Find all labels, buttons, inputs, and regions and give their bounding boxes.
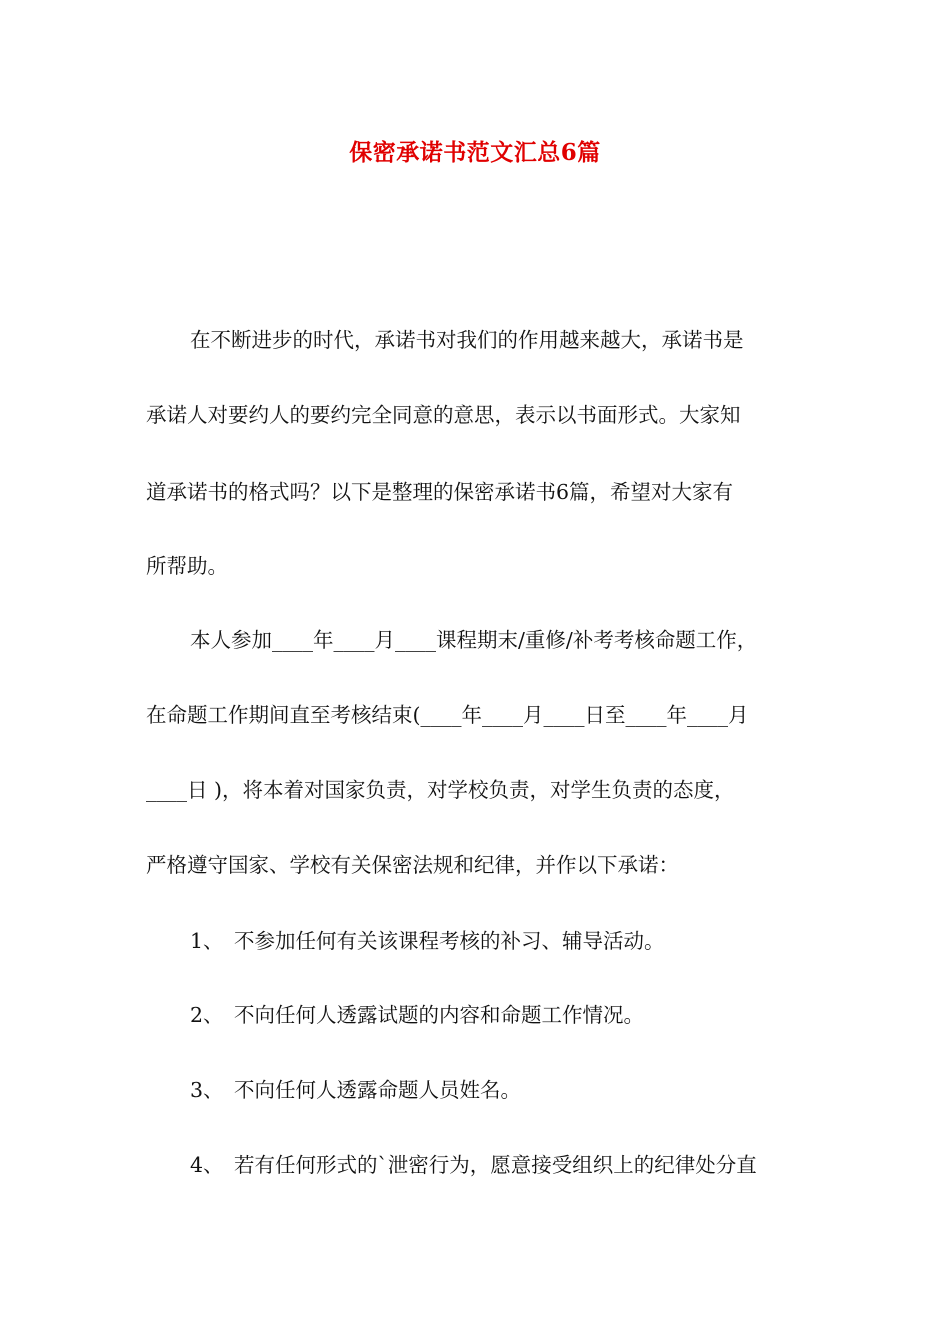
body-line-2: 在命题工作期间直至考核结束(____年____月____日至____年____月 [146,703,749,727]
intro-line-2: 承诺人对要约人的要约完全同意的意思，表示以书面形式。大家知 [146,403,741,427]
list-item-text-4: 若有任何形式的`泄密行为，愿意接受组织上的纪律处分直 [234,1153,757,1177]
list-item-text-3: 不向任何人透露命题人员姓名。 [234,1078,521,1102]
list-item-number-3: 3、 [190,1078,224,1102]
list-item-number-2: 2、 [190,1003,224,1027]
document-title: 保密承诺书范文汇总6篇 [349,139,601,166]
list-item-text-2: 不向任何人透露试题的内容和命题工作情况。 [234,1003,644,1027]
body-line-4: 严格遵守国家、学校有关保密法规和纪律，并作以下承诺： [146,853,679,877]
body-line-3: ____日 )，将本着对国家负责，对学校负责，对学生负责的态度， [146,778,735,802]
intro-line-4: 所帮助。 [146,554,228,578]
list-item-number-1: 1、 [190,929,224,953]
body-line-1: 本人参加____年____月____课程期末/重修/补考考核命题工作， [190,628,758,652]
list-item-number-4: 4、 [190,1153,224,1177]
intro-line-3: 道承诺书的格式吗？以下是整理的保密承诺书6篇，希望对大家有 [146,480,734,504]
list-item-text-1: 不参加任何有关该课程考核的补习、辅导活动。 [234,929,665,953]
intro-line-1: 在不断进步的时代，承诺书对我们的作用越来越大，承诺书是 [190,328,744,352]
